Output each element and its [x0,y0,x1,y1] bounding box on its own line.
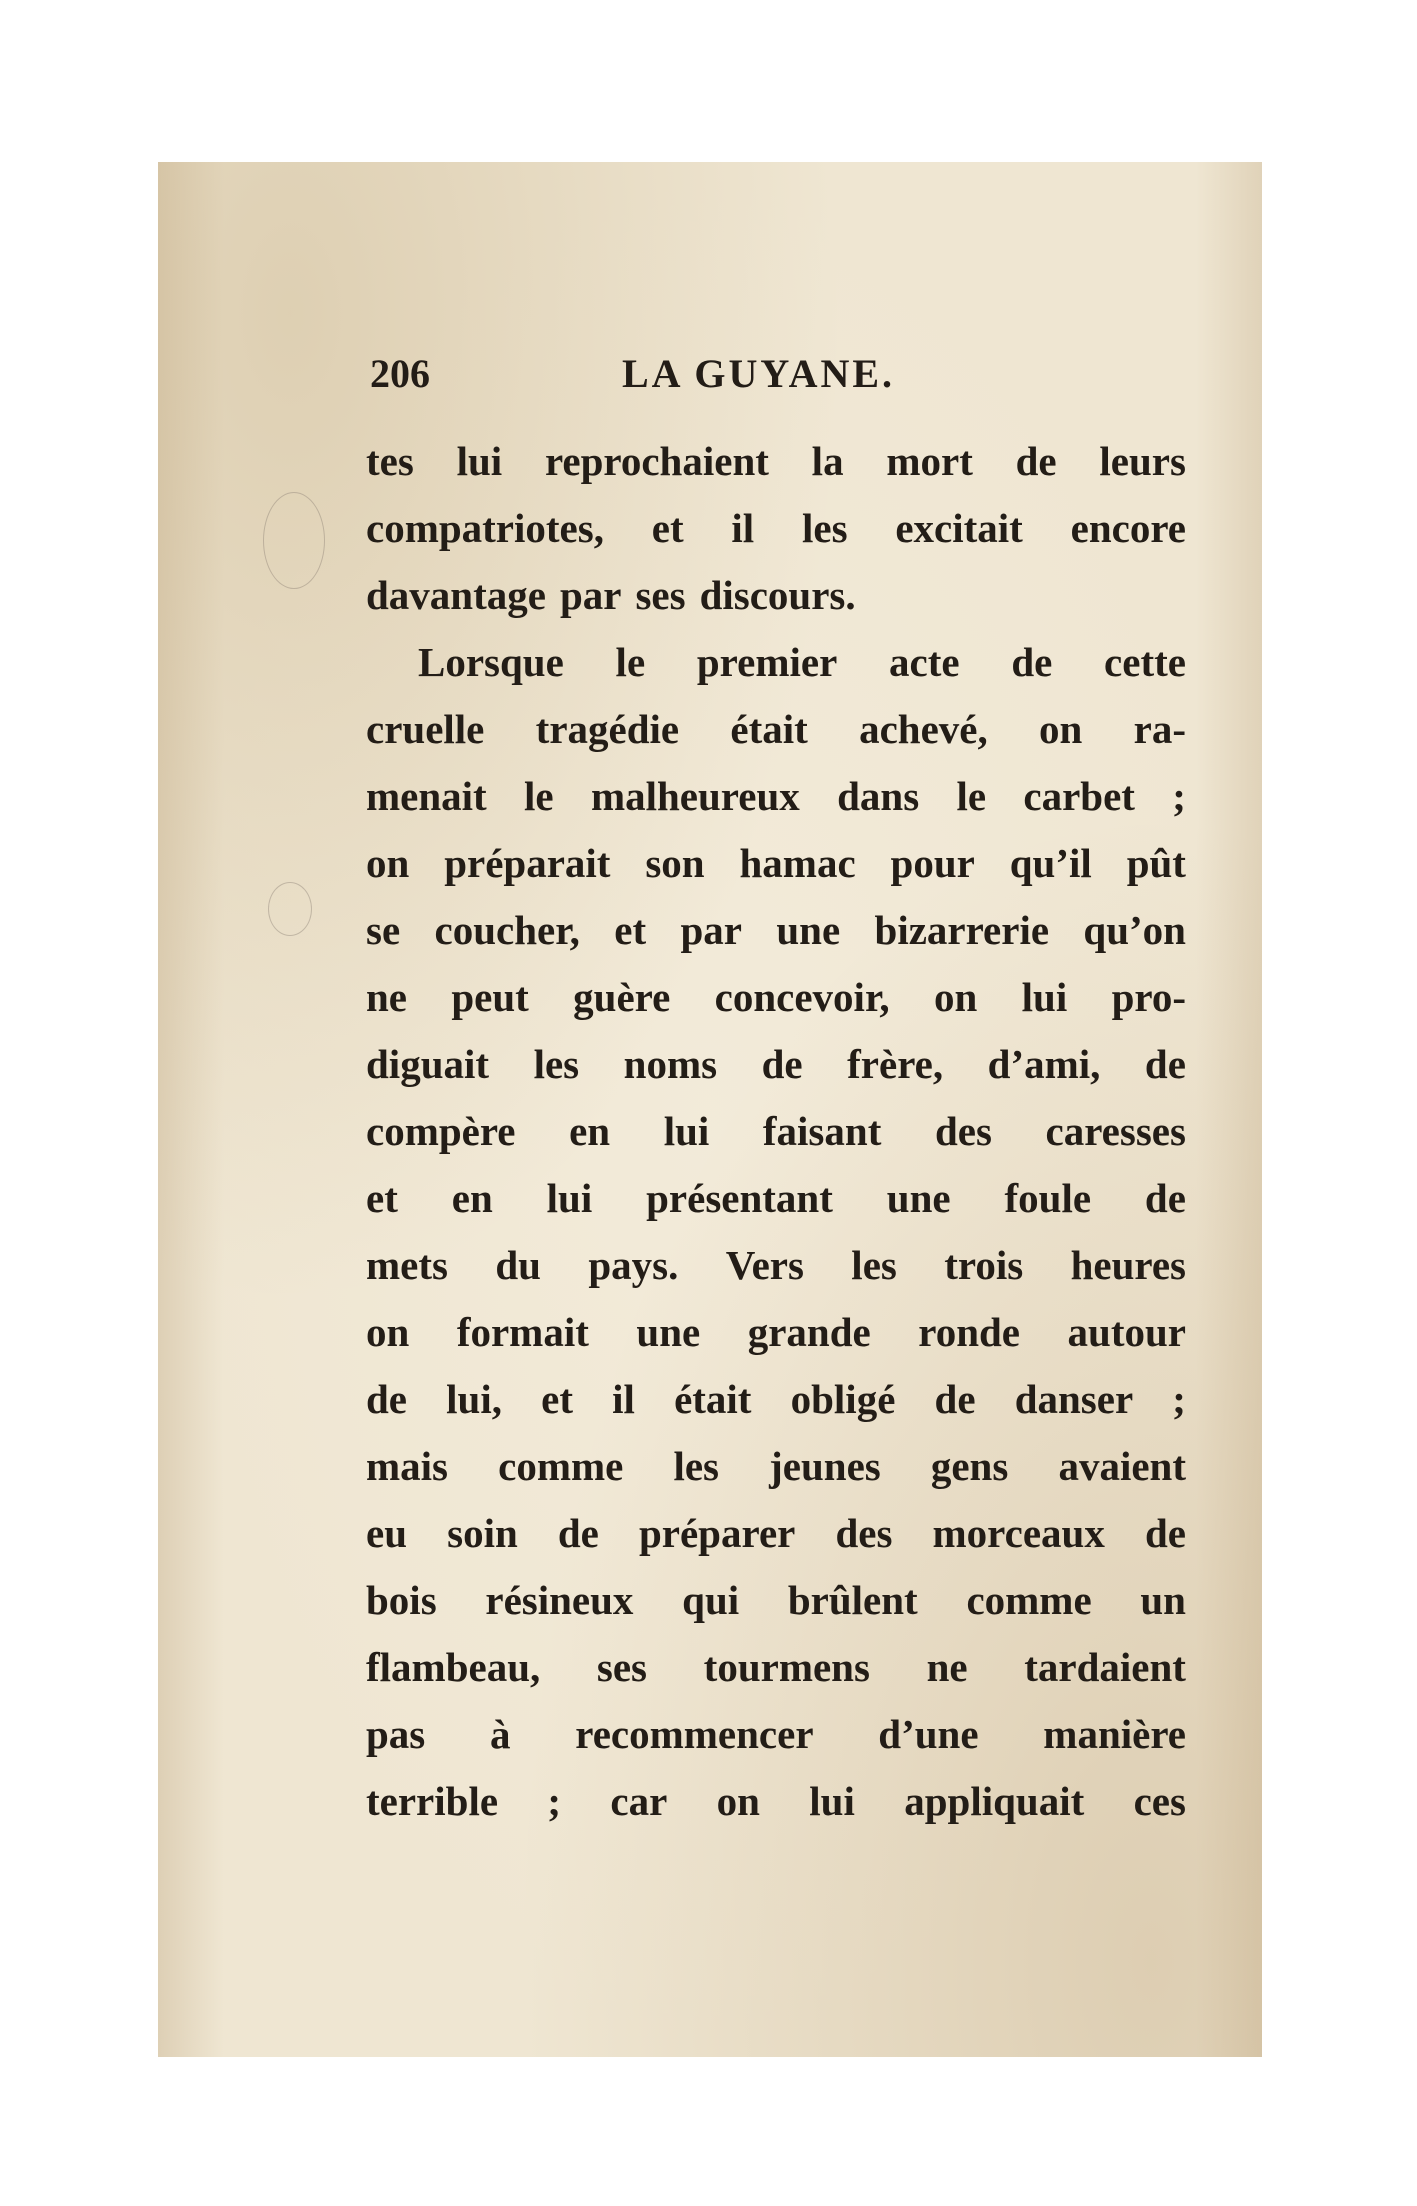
word: obligé [790,1376,896,1422]
word: concevoir, [714,974,890,1020]
word: cruelle [366,706,485,752]
word: en [451,1175,493,1221]
page-number: 206 [370,351,430,396]
word: car [610,1778,668,1824]
word: comme [966,1577,1092,1623]
word: pas [366,1711,426,1757]
word: et [541,1376,573,1422]
word: ; [1172,773,1186,819]
word: lui, [446,1376,502,1422]
page-header [370,350,1090,410]
word: et [366,1175,398,1221]
word: dans [837,773,920,819]
word: à [490,1711,511,1757]
word: foule [1004,1175,1092,1221]
word: soin [447,1510,518,1556]
word: se [366,907,401,953]
word: une [776,907,841,953]
text-line [366,1107,1186,1174]
word: le [524,773,554,819]
text-line [366,705,1186,772]
word: formait [456,1309,589,1355]
word: une [636,1309,701,1355]
word: on [366,840,410,886]
word: brûlent [787,1577,918,1623]
text-line [366,638,1186,705]
word: pour [890,840,975,886]
word: malheureux [590,773,800,819]
word: discours. [699,572,856,618]
word: gens [930,1443,1009,1489]
word: préparer [638,1510,796,1556]
word: tes [366,438,414,484]
word: les [802,505,848,551]
word: Vers [725,1242,804,1288]
word: tragédie [535,706,680,752]
word: cette [1104,639,1186,685]
word: une [886,1175,951,1221]
word: des [934,1108,992,1154]
word: du [495,1242,541,1288]
word: pût [1126,840,1186,886]
word: acte [889,639,960,685]
word: lui [456,438,503,484]
word: de [366,1376,407,1422]
word: pro- [1111,974,1186,1020]
text-line [366,973,1186,1040]
word: ne [366,974,407,1020]
word: on [366,1309,410,1355]
text-line [366,1174,1186,1241]
word: on [716,1778,760,1824]
word: achevé, [859,706,988,752]
word: flambeau, [366,1644,541,1690]
text-line [366,906,1186,973]
word: on [1039,706,1083,752]
word: guère [573,974,671,1020]
word: premier [696,639,838,685]
word: ne [926,1644,968,1690]
word: compatriotes, [366,505,604,551]
word: pays. [588,1242,679,1288]
text-line [366,437,1186,504]
word: ra- [1133,706,1186,752]
word: faisant [762,1108,882,1154]
word: trois [944,1242,1024,1288]
word: par [559,572,622,618]
word: hamac [739,840,856,886]
word: on [933,974,978,1020]
word: caresses [1045,1108,1186,1154]
word: ces [1133,1778,1186,1824]
word: qu’il [1009,840,1092,886]
word: heures [1070,1242,1186,1288]
word: des [835,1510,893,1556]
word: mets [366,1242,448,1288]
word: qui [682,1577,740,1623]
word: mais [366,1443,448,1489]
word: mort [886,438,973,484]
word: terrible [366,1778,499,1824]
word: de [1011,639,1053,685]
pencil-mark [263,492,325,589]
text-line [366,504,1186,571]
word: était [730,706,808,752]
word: il [731,505,755,551]
word: d’ami, [987,1041,1101,1087]
word: et [651,505,684,551]
word: son [645,840,705,886]
text-line [366,571,1186,638]
word: jeunes [769,1443,881,1489]
word: les [533,1041,580,1087]
word: menait [366,773,487,819]
word: en [569,1108,611,1154]
text-line [366,1375,1186,1442]
word: les [851,1242,897,1288]
word: tourmens [703,1644,870,1690]
text-line [366,1576,1186,1643]
text-line [366,1643,1186,1710]
word: lui [1021,974,1068,1020]
word: avaient [1058,1443,1186,1489]
running-title: LA GUYANE. [622,351,896,396]
word: lui [809,1778,855,1824]
word: lui [546,1175,593,1221]
text-line [366,1777,1186,1844]
word: de [761,1041,803,1087]
word: manière [1043,1711,1186,1757]
text-line [366,1442,1186,1509]
word: peut [451,974,529,1020]
text-line [366,1040,1186,1107]
word: par [680,907,742,953]
word: coucher, [434,907,580,953]
word: le [956,773,987,819]
word: comme [498,1443,624,1489]
word: de [557,1510,599,1556]
word: ; [547,1778,562,1824]
word: présentant [646,1175,833,1221]
word: de [1144,1510,1186,1556]
word: et [614,907,647,953]
word: morceaux [932,1510,1105,1556]
word: qu’on [1083,907,1186,953]
word: le [615,639,646,685]
word: de [1015,438,1057,484]
word: appliquait [904,1778,1085,1824]
word: frère, [847,1041,944,1087]
word: diguait [366,1041,490,1087]
word: lui [663,1108,710,1154]
word: danser [1014,1376,1134,1422]
word: la [811,438,844,484]
word: il [612,1376,635,1422]
word: grande [747,1309,871,1355]
word: ronde [918,1309,1021,1355]
text-line [366,1509,1186,1576]
word: reprochaient [544,438,769,484]
word: recommencer [575,1711,814,1757]
word: encore [1070,505,1186,551]
text-line [366,1241,1186,1308]
word: ; [1172,1376,1186,1422]
word: noms [623,1041,718,1087]
text-line [366,839,1186,906]
word: bois [366,1577,437,1623]
pencil-mark [268,882,312,936]
word: ses [596,1644,648,1690]
word: bizarrerie [874,907,1050,953]
word: compère [366,1108,516,1154]
word: était [674,1376,752,1422]
word: leurs [1099,438,1186,484]
word: un [1140,1577,1186,1623]
word: préparait [444,840,611,886]
word: eu [366,1510,407,1556]
text-line [366,1308,1186,1375]
word: résineux [485,1577,634,1623]
book-page [158,162,1262,2057]
word: de [934,1376,976,1422]
word: ses [635,572,686,618]
word: de [1144,1175,1186,1221]
body-text [366,437,1186,1844]
word: excitait [895,505,1023,551]
word: davantage [366,572,546,618]
text-line [366,772,1186,839]
word: d’une [878,1711,979,1757]
word: tardaient [1024,1644,1186,1690]
word: les [673,1443,719,1489]
text-line [366,1710,1186,1777]
word: carbet [1023,773,1135,819]
word: de [1144,1041,1186,1087]
word: Lorsque [418,639,564,685]
word: autour [1067,1309,1186,1355]
